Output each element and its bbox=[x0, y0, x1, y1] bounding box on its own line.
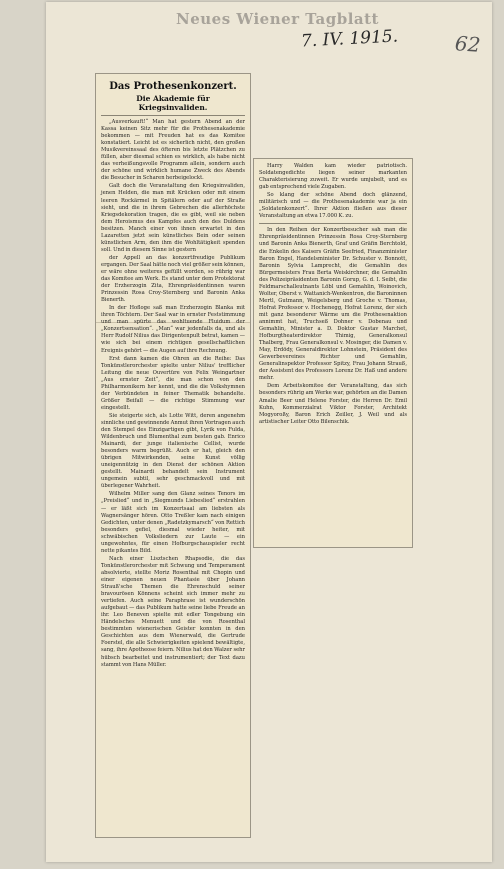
article-paragraph: In der Hofloge saß man Erzherzogin Blanka mit ihren Töchtern. Der Saal war in ernster Feststimmung und man spürte das wohltuende Fluidum der „Konzertsensation“. „Man“ war jedenfalls da, und als Herr Rudolf Nilius das Dirigentenpult betrat, kamen — wie sich bei einem richtigen gesellschaftlichen Ereignis gehört — die Augen auf ihre Rechnung. bbox=[101, 305, 245, 354]
article-title: Das Prothesenkonzert. bbox=[109, 81, 237, 92]
clipping-main-column bbox=[95, 73, 251, 838]
article-paragraph: In den Reihen der Konzertbesucher sah man die Ehrenpräsidentinnen Prinzessin Rosa Croy-Sternberg und Baronin Anka Bienerth, Graf und Gräfin Berchtold, die Enkelin des Kaisers Gräfin Seefried, Finanzminister Baron Engel, Handelsminister Dr. Schuster v. Bonnott, Baronin Sylvia Lamprecht, die Gemahlin des Bürgermeisters Frau Berta Weiskirchner, die Gemahlin des Polizeipräsidenten Baronin Gorup, G. d. I. Seibt, die Feldmarschalleutnants Löbl und Gemahlin, Woinovich, Wolter, Oberst v. Wattanich-Wenkentron, die Baroninnen Mertl, Gutmann, Weigelsberg und Groche v. Thomas, Hofrat Professor v. Hochenegg, Hofrat Lorenz, der sich mit ganz besonderer Wärme um die Prothesenaktion annimmt hat, Truchseß Dohner v. Dobenau und Gemahlin, Minister a. D. Doktor Gustav Marchet, Hofburgtheaterdirektor Thimig, Generalkonsul Thalberg, Frau Generalkonsul v. Mosinger, die Damen v. May, Erdödy, Generaldirektor Lohnstein, Präsident des Gewerbevereines Richter und Gemahlin, Generalinspektor Professor Spitzy, Frau Johann Strauß, der Assistent des Professors Lorenz Dr. Haß und andere mehr. bbox=[259, 227, 407, 382]
article-paragraph: Galt doch die Veranstaltung den Kriegsinvaliden, jenen Helden, die man mit Krücken oder mit einem leeren Rockärmel in Spitälern oder auf der Straße sieht, und die in ihrem Gebrechen die allerhöchste Kriegsdekoration tragen, die es gibt, weil sie neben dem Heroismus des Kampfes auch den des Duldens besitzen. Manch einer von ihnen erwartet in den Lazaretten jetzt sein künstliches Bein oder seinen künstlichen Arm, den ihm die Wohltätigkeit spenden soll. Und in diesem Sinne ist gestern bbox=[101, 183, 245, 253]
article-paragraph: Harry Walden kam wieder patriotisch. Soldatengedichte liegen seiner markanten Charakterisierung zuweit. Er wurde umjubelt, und es gab entsprechend viele Zugaben. bbox=[259, 163, 407, 191]
article-paragraph: Nach einer Lisztschen Rhapsodie, die das Tonkünstlerorchester mit Schwung und Temperament absolvierte, stellte Moriz Rosenthal mit Chopin und einer eigenen neuen Phantasie über Johann Strauß'sche Themen die Ehrenschuld seiner bravourösen Könnens scheint sich immer mehr zu vertiefen. Auch seine Paraphrase ist wunderschön aufgebaut — das Publikum hatte seine liebe Freude an ihr. Leo Beneven spielte mit edler Tongebung ein Händelsches Menuett und die von Rosenthal bestimmten wienerischen Geister konnten in den Geschichten aus dem Wienerwald, die Gertrude Foerstel, die alle Schwierigkeiten spielend bewältigte, sang, ihre Apotheose feiern. Nilius hat den Walzer sehr hübsch bearbeitet und instrumentiert; der Text dazu stammt von Hans Müller. bbox=[101, 555, 245, 668]
article-paragraph: Erst dann kamen die Ohren an die Reihe: Das Tonkünstlerorchester spielte unter Nilius' trefflicher Leitung die neue Ouvertüre von Felix Weingartner „Aus ernster Zeit“, die man schon von den Philharmonikern her kennt, und die die Volkshymnen der Verbündeten in feiner Thematik behandelte. Größer Beifall — die richtige Stimmung war eingestellt. bbox=[101, 355, 245, 411]
title-divider bbox=[101, 115, 245, 116]
article-paragraph: „Ausverkauft!“ Man hat gestern Abend an der Kassa keinen Sitz mehr für die Prothesenakademie bekommen — mit Freuden hat es das Komitee konstatiert. Leicht ist es sicherlich nicht, den großen Musikvereinssaal des öfteren bis letzte Plätzchen zu füllen, aber diesmal schien es wirklich, als habe nicht das verheißungsvolle Programm allein, sondern auch der schöne und wirklich humane Zweck des Abends die Besucher in Scharen herbeigelockt. bbox=[101, 119, 245, 182]
article-paragraph: Wilhelm Miller sang den Glanz seines Tenors im „Preislied“ und in „Siegmunds Liebeslied“ erstrahlen — er läßt sich im Konzertsaal am liebsten als Wagnersänger hören. Otto Treßler kam nach einigen Gedichten, unter denen „Radetzkymarsch“ von Rettich besonders gefiel, diesmal wieder heiter, mit schwäbischen Volksliedern zur Laute — ein ungewohntes, für einen Hofburgschauspieler recht nette pikantes Bild. bbox=[101, 491, 245, 554]
article-paragraph: So klang der schöne Abend doch glänzend, militärisch und — die Prothesenakademie war ja ein „Soldatenkonzert“. Ihrer Aktion fließen aus dieser Veranstaltung an etwa 17.000 K. zu. bbox=[259, 192, 407, 220]
article-paragraph: Dem Arbeitskomitee der Veranstaltung, das sich besonders rührig am Werke war, gehörten an die Damen Amalie Beer und Helene Forster, die Herren Dr. Emil Kuhn, Kommerzialrat Viktor Forster, Architekt Mogyoroßy, Baron Erich Zeiller, J. Weil und als artistischer Leiter Otto Bilenschik. bbox=[259, 383, 407, 425]
article-paragraph: der Appell an das konzertfreudige Publikum ergangen. Der Saal hätte noch viel größer sein können, er wäre ohne weiteres gefüllt worden, so rührig war das Komitee am Werk. Es stand unter dem Protektorat der Erzherzogin Zita, Ehrenpräsidentinnen waren Prinzessin Rosa Croy-Sternberg und Baronin Anka Bienerth. bbox=[101, 254, 245, 304]
article-paragraph: Sie steigerte sich, als Lotte Witt, deren angenehm sinnliche und gewinnende Anmut ihren Vortragen auch den Stempel des Einzigartigen gibt, Lyrik von Fulda, Wildenbruch und Blumenthal zum besten gab. Enrico Mainardi, der junge italienische Cellist, wurde besonders warm begrüßt. Auch er hat, gleich den übrigen Mitwirkenden, seine Kunst völlig uneigennützig in den Dienst der schönen Aktion gestellt. Mainardi behandelt sein Instrument ungemein subtil, sehr geschmackvoll und mit überlegener Wahrheit. bbox=[101, 412, 245, 490]
clipping-side-column bbox=[253, 158, 413, 548]
section-divider bbox=[259, 223, 407, 224]
newspaper-masthead: Neues Wiener Tagblatt bbox=[176, 10, 379, 28]
paper-fold-line bbox=[96, 322, 250, 323]
handwritten-page-number: 62 bbox=[454, 31, 482, 57]
handwritten-date: 7. IV. 1915. bbox=[300, 26, 399, 52]
article-subtitle: Die Akademie für Kriegsinvaliden. bbox=[136, 94, 210, 112]
